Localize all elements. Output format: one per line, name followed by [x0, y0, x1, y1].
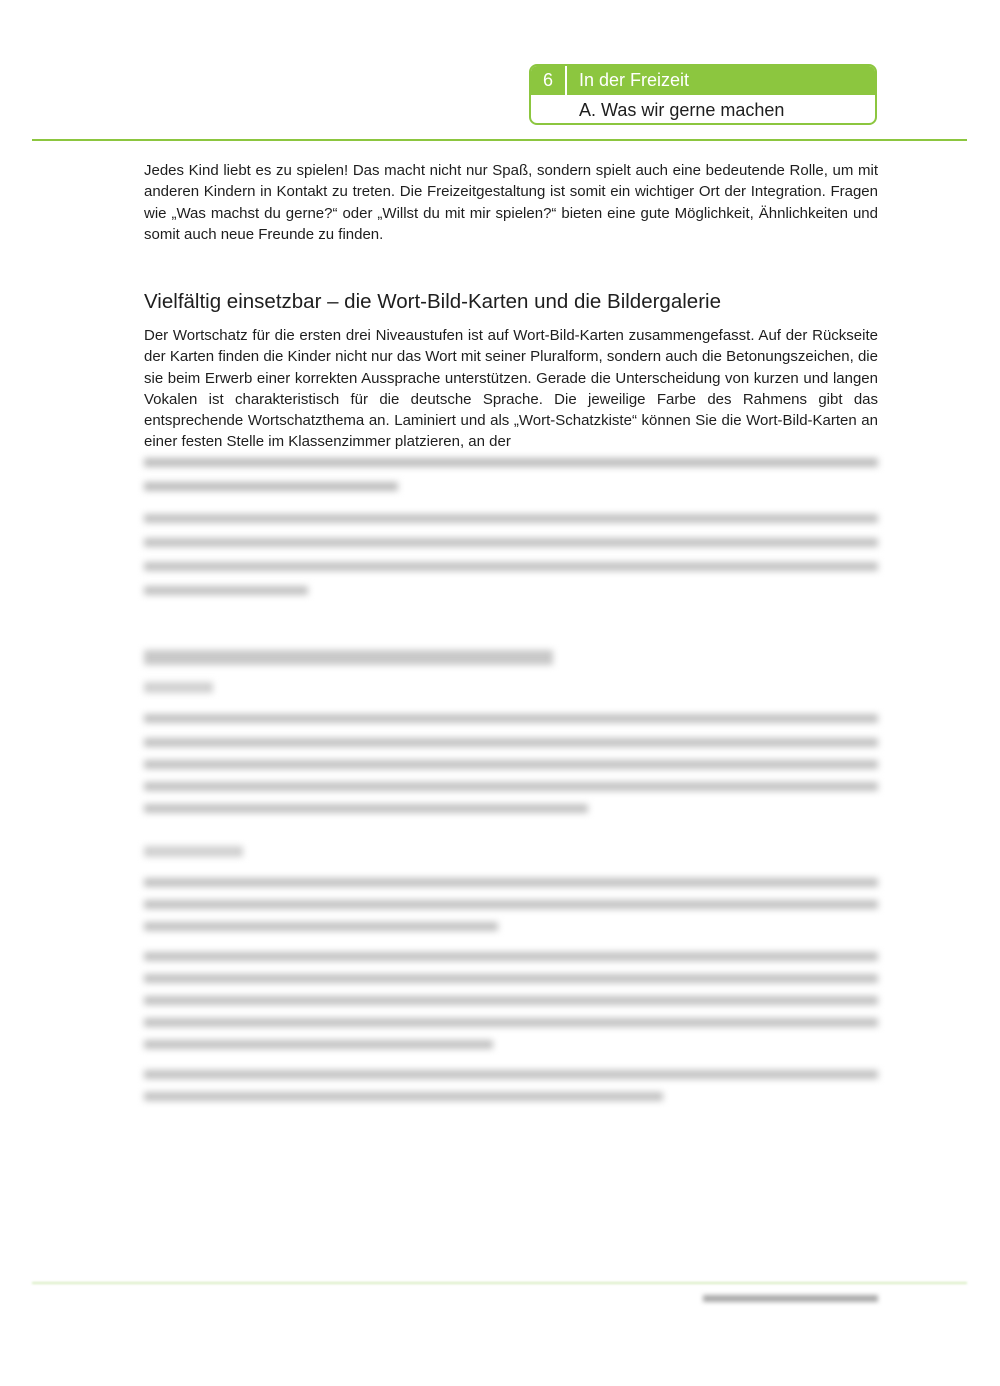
- blurred-line: [144, 1092, 663, 1101]
- blurred-line: [144, 482, 398, 491]
- blurred-line: [144, 562, 878, 571]
- section-heading: Vielfältig einsetzbar – die Wort-Bild-Karten und die Bildergalerie: [144, 290, 721, 313]
- section-paragraph: Der Wortschatz für die ersten drei Niveaustufen ist auf Wort-Bild-Karten zusammengefasst. Auf der Rückseite der Karten finden die Kinder nicht nur das Wort mit seiner Pluralform, sondern auch die Betonungszeichen, die sie beim Erwerb einer korrekten Aussprache unterstützen. Gerade die Unterscheidung von kurzen und langen Vokalen ist charakteristisch für die deutsche Sprache. Die jeweilige Farbe des Rahmens gibt das entsprechende Wortschatzthema an. Laminiert und als „Wort-Schatzkiste“ können Sie die Wort-Bild-Karten an einer festen Stelle im Klassenzimmer platzieren, an der: [144, 327, 878, 451]
- blurred-line: [144, 878, 878, 887]
- blurred-line: [144, 996, 878, 1005]
- section-wort-bild-karten: [144, 290, 878, 453]
- blurred-line: [144, 1040, 493, 1049]
- blurred-line: [144, 900, 878, 909]
- blurred-heading: [144, 650, 553, 665]
- page-footer-blurred: [703, 1295, 878, 1302]
- blurred-line: [144, 458, 878, 467]
- blurred-subheading: [144, 682, 213, 693]
- blurred-line: [144, 1018, 878, 1027]
- footer-divider: [32, 1282, 967, 1284]
- intro-block: [144, 160, 878, 245]
- blurred-line: [144, 782, 878, 791]
- blurred-line: [144, 738, 878, 747]
- blurred-line: [144, 1070, 878, 1079]
- chapter-number: 6: [531, 66, 567, 95]
- blurred-line: [144, 586, 308, 595]
- header-divider: [32, 139, 967, 141]
- chapter-label-box: [529, 64, 877, 125]
- blurred-subheading: [144, 846, 243, 857]
- blurred-line: [144, 922, 498, 931]
- chapter-title: In der Freizeit: [579, 70, 690, 90]
- blurred-footer-text: [703, 1295, 878, 1302]
- blurred-content: [144, 458, 878, 1108]
- intro-paragraph: Jedes Kind liebt es zu spielen! Das macht nicht nur Spaß, sondern spielt auch eine bedeutende Rolle, um mit anderen Kindern in Kontakt zu treten. Die Freizeitgestaltung ist somit ein wichtiger Ort der Integration. Fragen wie „Was machst du gerne?“ oder „Willst du mit mir spielen?“ bieten eine gute Möglichkeit, Ähnlichkeiten und somit auch neue Freunde zu finden.: [144, 162, 878, 243]
- blurred-line: [144, 804, 588, 813]
- blurred-line: [144, 514, 878, 523]
- chapter-header: [531, 66, 875, 95]
- blurred-line: [144, 760, 878, 769]
- section-title: A. Was wir gerne machen: [579, 100, 785, 120]
- blurred-line: [144, 952, 878, 961]
- blurred-line: [144, 714, 878, 723]
- blurred-line: [144, 974, 878, 983]
- blurred-line: [144, 538, 878, 547]
